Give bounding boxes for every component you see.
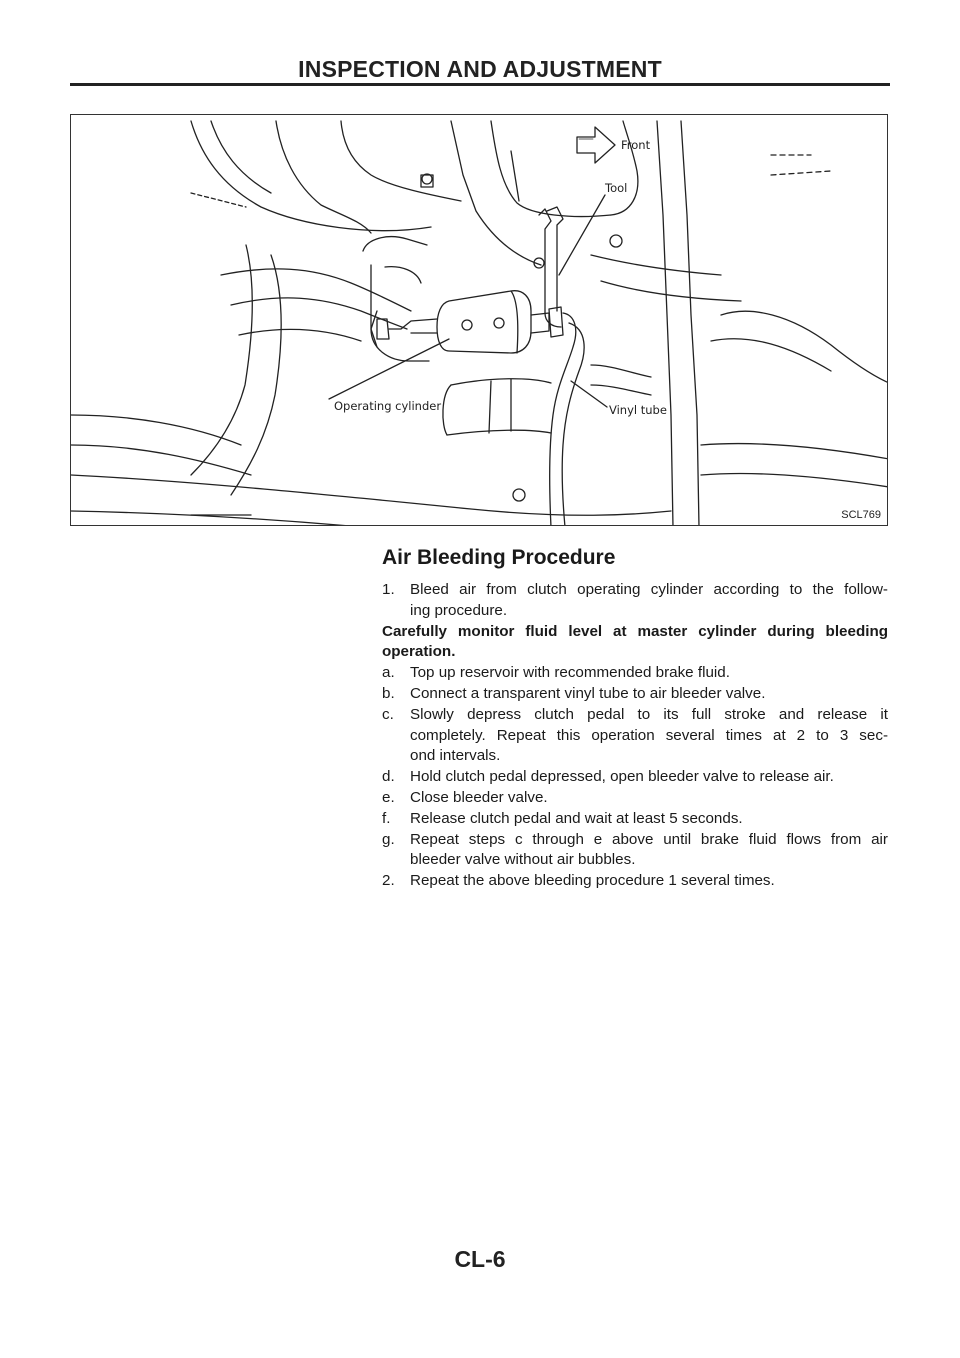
clutch-operating-cylinder-illustration — [71, 115, 888, 526]
substep-c-cont — [382, 746, 888, 767]
substep-b — [382, 684, 888, 705]
step-text: ing procedure. — [410, 601, 508, 619]
step-marker: c. — [382, 705, 394, 723]
step-text: Slowly depress clutch pedal to its full stroke and release it — [410, 705, 888, 723]
step-text: Top up reservoir with recommended brake fluid. — [410, 664, 730, 682]
caution-line: Carefully monitor fluid level at master cylinder during bleeding — [382, 622, 888, 640]
step-marker: b. — [382, 684, 395, 702]
label-operating-cylinder: Operating cylinder — [334, 399, 442, 413]
step-marker: f. — [382, 809, 391, 827]
step-2 — [382, 871, 888, 892]
section-heading: Air Bleeding Procedure — [382, 546, 616, 569]
label-tool: Tool — [605, 181, 628, 195]
step-text: ond intervals. — [410, 747, 501, 765]
substep-g-cont — [382, 850, 888, 871]
substep-e — [382, 788, 888, 809]
step-1 — [382, 580, 888, 601]
step-marker: 1. — [382, 581, 395, 598]
substep-g — [382, 830, 888, 851]
substep-c — [382, 705, 888, 726]
label-vinyl-tube: Vinyl tube — [609, 403, 667, 417]
step-text: Hold clutch pedal depressed, open bleeder valve to release air. — [410, 768, 834, 786]
step-marker: a. — [382, 664, 395, 682]
substep-d — [382, 767, 888, 788]
step-marker: 2. — [382, 872, 395, 890]
step-text: Repeat steps c through e above until brake fluid flows from air — [410, 830, 888, 848]
step-text: Close bleeder valve. — [410, 788, 548, 806]
step-text: bleeder valve without air bubbles. — [410, 851, 636, 869]
procedure-section — [382, 546, 888, 892]
step-text: Repeat the above bleeding procedure 1 several times. — [410, 872, 775, 890]
step-text: Bleed air from clutch operating cylinder according to the follow- — [410, 581, 888, 598]
substep-c-cont — [382, 726, 888, 747]
step-text: completely. Repeat this operation several times at 2 to 3 sec- — [410, 726, 888, 744]
page-number: CL-6 — [454, 1246, 506, 1272]
figure-illustration — [70, 114, 888, 526]
figure-code: SCL769 — [841, 509, 881, 521]
page-header-title: INSPECTION AND ADJUSTMENT — [298, 56, 662, 82]
step-1-cont — [382, 601, 888, 622]
step-text: Connect a transparent vinyl tube to air bleeder valve. — [410, 684, 766, 702]
caution-line: operation. — [382, 643, 456, 661]
substep-a — [382, 663, 888, 684]
step-marker: e. — [382, 788, 395, 806]
step-text: Release clutch pedal and wait at least 5 seconds. — [410, 809, 743, 827]
header-rule — [70, 83, 890, 86]
label-front: Front — [621, 138, 651, 152]
substep-f — [382, 809, 888, 830]
step-marker: g. — [382, 830, 395, 848]
step-marker: d. — [382, 768, 395, 786]
